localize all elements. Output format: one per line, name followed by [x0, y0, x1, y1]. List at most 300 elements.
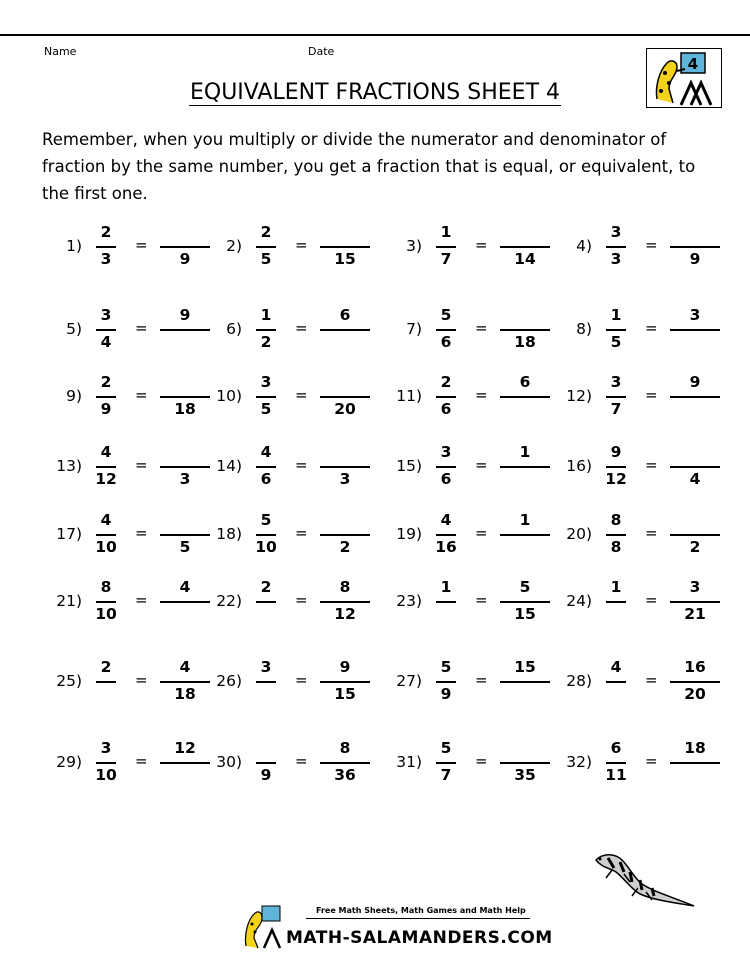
given-numerator: 2 — [260, 223, 272, 241]
given-numerator: 5 — [260, 511, 272, 529]
problem-number: 32) — [566, 753, 592, 771]
equals-sign: = — [135, 752, 148, 770]
problem-number: 15) — [396, 457, 422, 475]
fraction-bar — [96, 601, 116, 603]
answer-numerator: 4 — [179, 578, 191, 596]
answer-fraction — [320, 511, 370, 561]
problem-number: 17) — [56, 525, 82, 543]
given-numerator: 1 — [610, 306, 622, 324]
fraction-bar — [606, 329, 626, 331]
problem-number: 26) — [216, 672, 242, 690]
fraction-bar — [256, 466, 276, 468]
problem — [552, 223, 722, 283]
given-numerator: 3 — [260, 658, 272, 676]
given-fraction — [92, 511, 120, 561]
problem-number: 10) — [216, 387, 242, 405]
fraction-bar — [500, 762, 550, 764]
problem-number: 22) — [216, 592, 242, 610]
top-rule — [0, 34, 750, 36]
answer-numerator: 9 — [339, 658, 351, 676]
fraction-bar — [670, 246, 720, 248]
fraction-bar — [436, 466, 456, 468]
equals-sign: = — [295, 319, 308, 337]
given-denominator: 3 — [610, 250, 622, 268]
equals-sign: = — [135, 319, 148, 337]
answer-fraction — [670, 578, 720, 628]
given-numerator: 8 — [100, 578, 112, 596]
given-fraction — [602, 658, 630, 708]
given-fraction — [92, 739, 120, 789]
fraction-bar — [436, 329, 456, 331]
date-label: Date — [308, 45, 335, 58]
given-numerator: 9 — [610, 443, 622, 461]
problem — [382, 306, 552, 366]
answer-denominator: 3 — [339, 470, 351, 488]
name-label: Name — [44, 45, 77, 58]
footer-tagline: Free Math Sheets, Math Games and Math Help — [316, 906, 526, 915]
problem — [552, 306, 722, 366]
equals-sign: = — [295, 524, 308, 542]
given-denominator: 11 — [605, 766, 627, 784]
fraction-bar — [606, 681, 626, 683]
given-fraction — [432, 578, 460, 628]
equals-sign: = — [475, 524, 488, 542]
given-numerator: 6 — [610, 739, 622, 757]
problem-number: 1) — [66, 237, 82, 255]
problem — [382, 511, 552, 571]
equals-sign: = — [645, 319, 658, 337]
equals-sign: = — [475, 319, 488, 337]
given-fraction — [432, 739, 460, 789]
fraction-bar — [500, 601, 550, 603]
given-fraction — [602, 578, 630, 628]
problem — [382, 223, 552, 283]
problem — [382, 443, 552, 503]
fraction-bar — [96, 396, 116, 398]
given-denominator: 10 — [255, 538, 277, 556]
given-fraction — [432, 373, 460, 423]
problem — [382, 658, 552, 718]
equals-sign: = — [295, 456, 308, 474]
answer-fraction — [500, 306, 550, 356]
fraction-bar — [606, 466, 626, 468]
answer-fraction — [670, 306, 720, 356]
given-denominator: 10 — [95, 605, 117, 623]
equals-sign: = — [475, 456, 488, 474]
fraction-bar — [320, 601, 370, 603]
answer-fraction — [670, 373, 720, 423]
fraction-bar — [96, 762, 116, 764]
given-denominator: 7 — [440, 250, 452, 268]
problem-number: 11) — [396, 387, 422, 405]
fraction-bar — [670, 466, 720, 468]
fraction-bar — [670, 762, 720, 764]
problem-number: 20) — [566, 525, 592, 543]
given-denominator: 6 — [260, 470, 272, 488]
answer-numerator: 12 — [174, 739, 196, 757]
given-fraction — [602, 223, 630, 273]
fraction-bar — [436, 762, 456, 764]
fraction-bar — [500, 396, 550, 398]
given-denominator: 4 — [100, 333, 112, 351]
given-denominator: 9 — [440, 685, 452, 703]
fraction-bar — [436, 396, 456, 398]
given-fraction — [602, 306, 630, 356]
problem-number: 3) — [406, 237, 422, 255]
fraction-bar — [606, 601, 626, 603]
given-numerator: 2 — [100, 223, 112, 241]
problem — [202, 443, 372, 503]
answer-denominator: 5 — [179, 538, 191, 556]
given-numerator: 8 — [610, 511, 622, 529]
given-denominator: 9 — [100, 400, 112, 418]
answer-numerator: 18 — [684, 739, 706, 757]
answer-denominator: 2 — [689, 538, 701, 556]
answer-fraction — [500, 511, 550, 561]
problem — [382, 739, 552, 799]
given-denominator: 5 — [610, 333, 622, 351]
fraction-bar — [96, 681, 116, 683]
equals-sign: = — [475, 236, 488, 254]
answer-numerator: 9 — [179, 306, 191, 324]
given-numerator: 1 — [260, 306, 272, 324]
answer-numerator: 4 — [179, 658, 191, 676]
problem-number: 12) — [566, 387, 592, 405]
given-numerator: 2 — [440, 373, 452, 391]
given-fraction — [602, 373, 630, 423]
fraction-bar — [500, 246, 550, 248]
given-numerator: 4 — [100, 511, 112, 529]
answer-numerator: 6 — [339, 306, 351, 324]
given-fraction — [92, 223, 120, 273]
given-fraction — [252, 658, 280, 708]
given-numerator: 1 — [440, 578, 452, 596]
equals-sign: = — [295, 236, 308, 254]
given-numerator: 4 — [610, 658, 622, 676]
given-denominator: 12 — [95, 470, 117, 488]
problem — [552, 373, 722, 433]
given-denominator: 2 — [260, 333, 272, 351]
fraction-bar — [500, 466, 550, 468]
given-numerator: 3 — [610, 223, 622, 241]
given-denominator: 9 — [260, 766, 272, 784]
answer-denominator: 36 — [334, 766, 356, 784]
fraction-bar — [670, 601, 720, 603]
answer-fraction — [670, 658, 720, 708]
problem-number: 9) — [66, 387, 82, 405]
fraction-bar — [320, 534, 370, 536]
problem-number: 19) — [396, 525, 422, 543]
given-denominator: 5 — [260, 250, 272, 268]
fraction-bar — [606, 246, 626, 248]
given-fraction — [432, 658, 460, 708]
given-numerator: 3 — [440, 443, 452, 461]
answer-fraction — [500, 223, 550, 273]
given-denominator: 7 — [610, 400, 622, 418]
answer-fraction — [320, 223, 370, 273]
answer-numerator: 8 — [339, 578, 351, 596]
answer-fraction — [670, 223, 720, 273]
problem — [202, 306, 372, 366]
answer-numerator: 5 — [519, 578, 531, 596]
fraction-bar — [320, 329, 370, 331]
given-numerator: 3 — [610, 373, 622, 391]
given-numerator: 3 — [100, 739, 112, 757]
answer-fraction — [320, 658, 370, 708]
instructions: Remember, when you multiply or divide the numerator and denominator of fraction by the same number, you get a fraction that is equal, or equivalent, to the first one. — [42, 130, 696, 203]
problem — [42, 443, 212, 503]
given-denominator: 3 — [100, 250, 112, 268]
answer-fraction — [320, 306, 370, 356]
fraction-bar — [256, 396, 276, 398]
problem-number: 2) — [226, 237, 242, 255]
given-fraction — [432, 511, 460, 561]
given-fraction — [252, 443, 280, 493]
given-denominator: 5 — [260, 400, 272, 418]
problem-number: 8) — [576, 320, 592, 338]
fraction-bar — [256, 534, 276, 536]
answer-fraction — [320, 443, 370, 493]
answer-denominator: 35 — [514, 766, 536, 784]
problem-number: 29) — [56, 753, 82, 771]
fraction-bar — [320, 396, 370, 398]
fraction-bar — [500, 681, 550, 683]
given-fraction — [252, 511, 280, 561]
answer-denominator: 12 — [334, 605, 356, 623]
given-fraction — [602, 443, 630, 493]
answer-denominator: 9 — [179, 250, 191, 268]
equals-sign: = — [645, 591, 658, 609]
equals-sign: = — [295, 591, 308, 609]
given-numerator: 5 — [440, 739, 452, 757]
problem — [42, 578, 212, 638]
problem-number: 18) — [216, 525, 242, 543]
problem — [42, 511, 212, 571]
fraction-bar — [670, 329, 720, 331]
problem — [42, 223, 212, 283]
given-fraction — [602, 739, 630, 789]
given-numerator: 3 — [100, 306, 112, 324]
given-numerator: 2 — [100, 373, 112, 391]
given-denominator: 10 — [95, 766, 117, 784]
problem — [202, 511, 372, 571]
answer-denominator: 15 — [514, 605, 536, 623]
equals-sign: = — [475, 752, 488, 770]
problem — [382, 578, 552, 638]
answer-denominator: 18 — [174, 685, 196, 703]
answer-numerator: 3 — [689, 306, 701, 324]
problem-number: 21) — [56, 592, 82, 610]
given-denominator: 7 — [440, 766, 452, 784]
equals-sign: = — [645, 386, 658, 404]
answer-denominator: 14 — [514, 250, 536, 268]
equals-sign: = — [645, 456, 658, 474]
equals-sign: = — [645, 752, 658, 770]
equals-sign: = — [295, 752, 308, 770]
equals-sign: = — [475, 671, 488, 689]
answer-numerator: 6 — [519, 373, 531, 391]
given-denominator: 6 — [440, 470, 452, 488]
problem — [202, 373, 372, 433]
given-numerator: 2 — [260, 578, 272, 596]
problem-number: 24) — [566, 592, 592, 610]
svg-text:4: 4 — [687, 55, 699, 73]
equals-sign: = — [135, 591, 148, 609]
footer-brand: MATH-SALAMANDERS.COM — [286, 928, 553, 948]
given-fraction — [92, 373, 120, 423]
fraction-bar — [436, 681, 456, 683]
answer-denominator: 20 — [684, 685, 706, 703]
given-numerator: 4 — [440, 511, 452, 529]
fraction-bar — [256, 329, 276, 331]
equals-sign: = — [645, 671, 658, 689]
problem — [202, 658, 372, 718]
answer-numerator: 1 — [519, 443, 531, 461]
answer-denominator: 9 — [689, 250, 701, 268]
equals-sign: = — [645, 524, 658, 542]
fraction-bar — [670, 534, 720, 536]
fraction-bar — [436, 534, 456, 536]
equals-sign: = — [135, 236, 148, 254]
fraction-bar — [256, 762, 276, 764]
problem-number: 7) — [406, 320, 422, 338]
problem-number: 28) — [566, 672, 592, 690]
fraction-bar — [96, 246, 116, 248]
fraction-bar — [500, 534, 550, 536]
answer-denominator: 2 — [339, 538, 351, 556]
answer-fraction — [320, 739, 370, 789]
problem — [552, 443, 722, 503]
equals-sign: = — [295, 671, 308, 689]
problem — [552, 511, 722, 571]
problem-number: 13) — [56, 457, 82, 475]
answer-fraction — [670, 511, 720, 561]
problem-number: 30) — [216, 753, 242, 771]
answer-fraction — [670, 739, 720, 789]
equals-sign: = — [475, 386, 488, 404]
answer-numerator: 1 — [519, 511, 531, 529]
answer-numerator: 3 — [689, 578, 701, 596]
given-fraction — [432, 306, 460, 356]
problem-number: 5) — [66, 320, 82, 338]
given-denominator: 12 — [605, 470, 627, 488]
answer-fraction — [500, 578, 550, 628]
problem — [552, 578, 722, 638]
problem — [552, 739, 722, 799]
answer-denominator: 18 — [174, 400, 196, 418]
answer-denominator: 21 — [684, 605, 706, 623]
given-fraction — [432, 443, 460, 493]
answer-fraction — [500, 443, 550, 493]
given-fraction — [602, 511, 630, 561]
given-numerator: 2 — [100, 658, 112, 676]
fraction-bar — [606, 762, 626, 764]
given-fraction — [252, 578, 280, 628]
footer-divider — [306, 918, 530, 919]
answer-numerator: 16 — [684, 658, 706, 676]
given-numerator: 5 — [440, 306, 452, 324]
problem — [42, 373, 212, 433]
fraction-bar — [320, 681, 370, 683]
answer-denominator: 18 — [514, 333, 536, 351]
given-numerator: 5 — [440, 658, 452, 676]
fraction-bar — [256, 601, 276, 603]
answer-denominator: 15 — [334, 250, 356, 268]
equals-sign: = — [475, 591, 488, 609]
given-fraction — [252, 306, 280, 356]
equals-sign: = — [135, 456, 148, 474]
equals-sign: = — [295, 386, 308, 404]
given-denominator: 6 — [440, 333, 452, 351]
problem-number: 31) — [396, 753, 422, 771]
given-fraction — [252, 373, 280, 423]
problem-number: 16) — [566, 457, 592, 475]
answer-fraction — [320, 578, 370, 628]
equals-sign: = — [135, 524, 148, 542]
problem-number: 23) — [396, 592, 422, 610]
given-fraction — [92, 443, 120, 493]
fraction-bar — [436, 246, 456, 248]
worksheet-title: EQUIVALENT FRACTIONS SHEET 4 — [189, 80, 560, 105]
equals-sign: = — [135, 386, 148, 404]
given-denominator: 6 — [440, 400, 452, 418]
problem — [42, 739, 212, 799]
given-fraction — [92, 578, 120, 628]
answer-numerator: 15 — [514, 658, 536, 676]
answer-fraction — [320, 373, 370, 423]
fraction-bar — [320, 762, 370, 764]
answer-denominator: 3 — [179, 470, 191, 488]
given-fraction — [432, 223, 460, 273]
given-fraction — [92, 658, 120, 708]
equals-sign: = — [135, 671, 148, 689]
fraction-bar — [436, 601, 456, 603]
answer-fraction — [500, 373, 550, 423]
fraction-bar — [320, 246, 370, 248]
problem — [552, 658, 722, 718]
fraction-bar — [500, 329, 550, 331]
problem — [382, 373, 552, 433]
given-numerator: 4 — [100, 443, 112, 461]
answer-denominator: 20 — [334, 400, 356, 418]
problem — [202, 223, 372, 283]
problem-number: 6) — [226, 320, 242, 338]
given-denominator: 16 — [435, 538, 457, 556]
answer-fraction — [500, 739, 550, 789]
problem — [202, 739, 372, 799]
fraction-bar — [96, 466, 116, 468]
fraction-bar — [96, 329, 116, 331]
answer-denominator: 4 — [689, 470, 701, 488]
fraction-bar — [256, 681, 276, 683]
given-numerator: 1 — [610, 578, 622, 596]
problem-number: 4) — [576, 237, 592, 255]
problem — [42, 658, 212, 718]
problem-number: 14) — [216, 457, 242, 475]
problem — [202, 578, 372, 638]
answer-numerator: 9 — [689, 373, 701, 391]
problem-number: 27) — [396, 672, 422, 690]
fraction-bar — [670, 396, 720, 398]
given-numerator: 3 — [260, 373, 272, 391]
given-fraction — [252, 223, 280, 273]
given-fraction — [252, 739, 280, 789]
given-fraction — [92, 306, 120, 356]
fraction-bar — [256, 246, 276, 248]
answer-denominator: 15 — [334, 685, 356, 703]
given-denominator: 8 — [610, 538, 622, 556]
fraction-bar — [670, 681, 720, 683]
